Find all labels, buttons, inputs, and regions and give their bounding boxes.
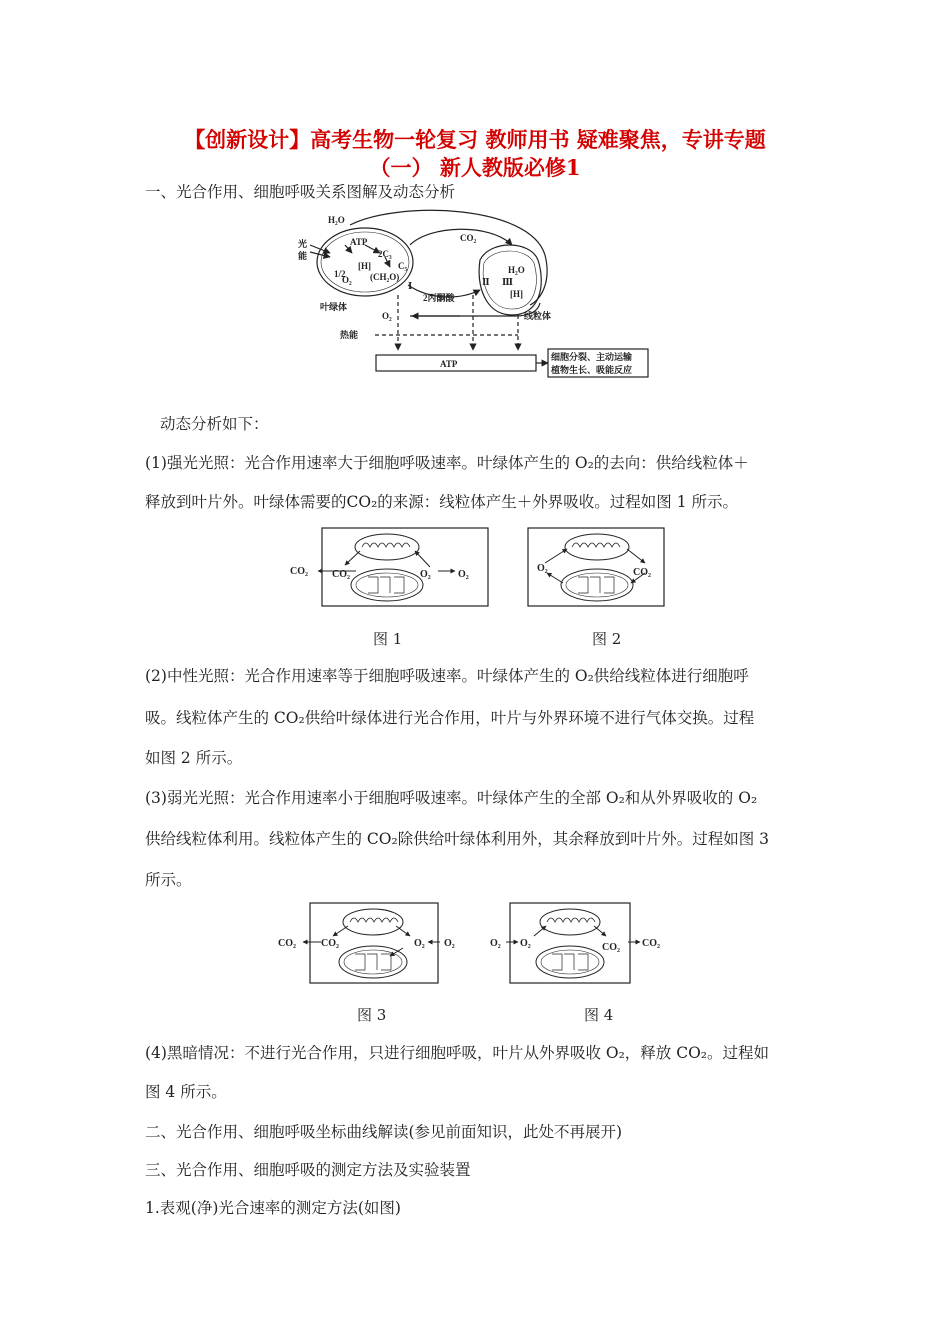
label-o2-left: O₂ [342,275,352,285]
label-h: [H] [358,261,371,271]
label-h2o-top: H₂O [328,215,345,225]
figure-2 [527,527,667,609]
page-title-line-1: 【创新设计】高考生物一轮复习 教师用书 疑难聚焦，专讲专题 [184,127,766,152]
fig4-inner-left: O₂ [520,938,531,949]
label-uses-1: 细胞分裂、主动运输 [551,352,633,362]
fig3-inner-left: CO₂ [321,938,339,949]
label-heat: 热能 [340,330,359,340]
label-half: 1/2 [334,269,346,279]
label-roman-1: Ⅰ [408,281,413,291]
p4-line-2: 图 4 所示。 [145,1083,227,1101]
label-light-1: 光 [298,239,308,249]
photosynthesis-respiration-diagram [290,205,660,380]
label-2c3: 2C₃ [378,249,392,259]
p2-line-3: 如图 2 所示。 [145,749,243,767]
item-1-heading: 1.表观(净)光合速率的测定方法(如图) [145,1199,401,1217]
label-light-2: 能 [298,251,308,261]
p3-line-3: 所示。 [145,871,192,889]
section-1-heading: 一、光合作用、细胞呼吸关系图解及动态分析 [145,183,456,201]
p1-line-2: 释放到叶片外。叶绿体需要的CO₂的来源：线粒体产生＋外界吸收。过程如图 1 所示。 [145,493,738,511]
label-pyruvate: 2丙酮酸 [423,293,455,303]
label-mitochondrion: 线粒体 [524,311,552,321]
intro-text: 动态分析如下： [160,415,269,433]
label-chloroplast: 叶绿体 [320,302,348,312]
label-c5: C₅ [398,261,408,271]
fig4-outer-left: O₂ [490,938,501,949]
fig1-inner-right: O₂ [420,569,431,580]
label-atp: ATP [350,237,368,247]
p4-line-1: (4)黑暗情况：不进行光合作用，只进行细胞呼吸，叶片从外界吸收 O₂，释放 CO₂。过程如 [145,1044,770,1062]
fig3-outer-right: O₂ [444,938,455,949]
label-uses-2: 植物生长、吸能反应 [551,365,633,375]
section-3-heading: 三、光合作用、细胞呼吸的测定方法及实验装置 [145,1161,471,1179]
fig1-outer-right: O₂ [458,569,469,580]
fig2-caption: 图 2 [592,630,622,648]
p2-line-1: (2)中性光照：光合作用速率等于细胞呼吸速率。叶绿体产生的 O₂供给线粒体进行细胞呼 [145,667,749,685]
fig1-caption: 图 1 [373,630,403,648]
fig3-inner-right: O₂ [414,938,425,949]
figure-4 [490,902,675,986]
section-2-heading: 二、光合作用、细胞呼吸坐标曲线解读(参见前面知识，此处不再展开) [145,1123,623,1141]
label-atp-box: ATP [440,359,458,369]
label-o2-bottom: O₂ [382,311,392,321]
p3-line-2: 供给线粒体利用。线粒体产生的 CO₂除供给叶绿体利用外，其余释放到叶片外。过程如图 3 [145,830,769,848]
fig4-inner-right: CO₂ [602,942,620,953]
label-roman-2: Ⅱ [482,277,490,287]
label-h-right: [H] [510,289,523,299]
page-title-line-2: （一） 新人教版必修1 [369,155,581,180]
fig1-outer-left: CO₂ [290,566,308,577]
fig3-outer-left: CO₂ [278,938,296,949]
figure-1 [290,527,490,609]
figure-3 [278,902,468,986]
fig1-inner-left: CO₂ [332,569,350,580]
fig2-left: O₂ [537,563,548,574]
fig4-caption: 图 4 [584,1006,614,1024]
label-co2-top: CO₂ [460,233,477,243]
fig2-right: CO₂ [633,567,651,578]
label-h2o-right: H₂O [508,265,525,275]
label-ch2o: (CH₂O) [370,272,400,282]
fig4-outer-right: CO₂ [642,938,660,949]
p3-line-1: (3)弱光光照：光合作用速率小于细胞呼吸速率。叶绿体产生的全部 O₂和从外界吸收的 O₂ [145,789,758,807]
label-roman-3: Ⅲ [502,277,513,287]
fig3-caption: 图 3 [357,1006,387,1024]
p2-line-2: 吸。线粒体产生的 CO₂供给叶绿体进行光合作用，叶片与外界环境不进行气体交换。过程 [145,709,755,727]
p1-line-1: (1)强光光照：光合作用速率大于细胞呼吸速率。叶绿体产生的 O₂的去向：供给线粒体＋ [145,454,749,472]
